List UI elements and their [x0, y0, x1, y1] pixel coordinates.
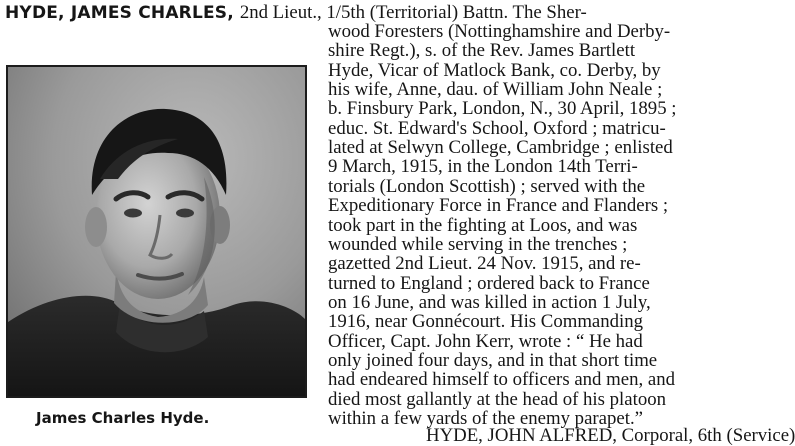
entry-line: b. Finsbury Park, London, N., 30 April, 1895 ; — [328, 98, 677, 120]
entry-first-line-text: 2nd Lieut., 1/5th (Territorial) Battn. The Sher- — [239, 2, 587, 23]
entry-line: turned to England ; ordered back to France — [328, 272, 650, 294]
entry-line: lated at Selwyn College, Cambridge ; enlisted — [328, 137, 673, 159]
entry-line: wood Foresters (Nottinghamshire and Derby- — [328, 21, 671, 42]
entry-line: gazetted 2nd Lieut. 24 Nov. 1915, and re- — [328, 253, 641, 275]
entry-line: only joined four days, and in that short time — [328, 349, 658, 371]
entry-line: educ. St. Edward's School, Oxford ; matricu- — [328, 117, 666, 139]
entry-line: had endeared himself to officers and men, and — [328, 369, 675, 391]
entry-line: 9 March, 1915, in the London 14th Terri- — [328, 156, 638, 178]
entry-name: HYDE, JAMES CHARLES, — [5, 3, 234, 23]
entry-line: Hyde, Vicar of Matlock Bank, co. Derby, by — [328, 59, 661, 81]
entry-line: Officer, Capt. John Kerr, wrote : “ He had — [328, 330, 643, 352]
entry-line: on 16 June, and was killed in action 1 July, — [328, 291, 651, 313]
entry-line: his wife, Anne, dau. of William John Neale ; — [328, 79, 663, 101]
entry-line: died most gallantly at the head of his platoon — [328, 388, 666, 410]
entry-line: within a few yards of the enemy parapet.” — [328, 408, 643, 429]
next-entry-fragment: HYDE, JOHN ALFRED, Corporal, 6th (Service) — [426, 425, 795, 446]
photo-caption: James Charles Hyde. — [36, 409, 210, 427]
entry-line: 1916, near Gonnécourt. His Commanding — [328, 311, 644, 333]
entry-line: shire Regt.), s. of the Rev. James Bartlett — [328, 40, 636, 62]
entry-line: wounded while serving in the trenches ; — [328, 233, 628, 255]
entry-line: torials (London Scottish) ; served with the — [328, 175, 646, 197]
entry-line: Expeditionary Force in France and Flanders ; — [328, 195, 669, 217]
entry-line: took part in the fighting at Loos, and was — [328, 214, 638, 236]
